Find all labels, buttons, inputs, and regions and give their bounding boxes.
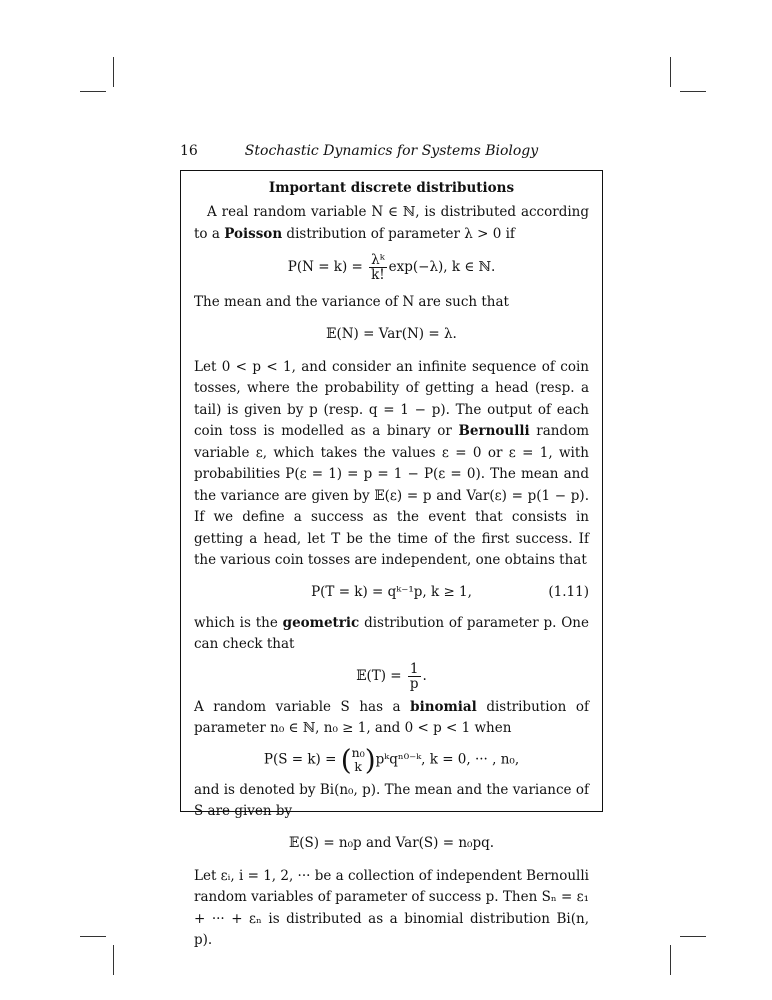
equation-geometric-mean: 𝔼(T) = $\frac{1}{p}$ . (356, 660, 427, 692)
running-title: Stochastic Dynamics for Systems Biology (244, 143, 539, 159)
crop-mark (80, 91, 106, 92)
equation-binomial-mean: 𝔼(S) = n₀p and Var(S) = n₀pq. (288, 834, 495, 851)
crop-mark (113, 945, 114, 975)
equation-geometric: P(T = k) = qᵏ⁻¹p, k ≥ 1, (1.11) (194, 582, 589, 603)
equation-poisson: P(N = k) = $\frac{\text{λᵏ}}{k!}$ exp(−λ), k ∈ ℕ. (287, 252, 496, 283)
paragraph-poisson: A real random variable N ∈ ℕ, is distributed according to a Poisson distribution of parameter λ > 0 if (194, 204, 589, 242)
paragraph-bernoulli: Let 0 < p < 1, and consider an infinite sequence of coin tosses, where the probability of getting a head (resp. a tail) is given by p (resp. q = 1 − p). The output of each coin toss is modelled as a binary or Bernoulli random variable ε, which takes the values ε = 0 or ε = 1, with probabilities P(ε = 1) = p = 1 − P(ε = 0). The mean and the variance are given by 𝔼(ε) = p and Var(ε) = p(1 − p). If we define a success as the event that consists in getting a head, let T be the time of the first success. If the various coin tosses are independent, one obtains that (194, 358, 590, 568)
crop-mark (80, 936, 106, 937)
crop-mark (113, 57, 114, 87)
crop-mark (670, 945, 671, 975)
distributions-box (180, 170, 603, 948)
box-title: Important discrete distributions (268, 180, 515, 196)
paragraph-binomial: A random variable S has a binomial distribution of parameter n₀ ∈ ℕ, n₀ ≥ 1, and 0 < p < 1 when (194, 698, 589, 736)
paragraph-bernoulli-sum: Let εᵢ, i = 1, 2, ··· be a collection of independent Bernoulli random variables of parameter of success p. Then Sₙ = ε₁ + ··· + εₙ is distributed as a binomial distribution Bi(n, p). (194, 867, 589, 948)
paragraph-binomial-denoted: and is denoted by Bi(n₀, p). The mean and the variance of S are given by (194, 781, 589, 819)
equation-binomial: P(S = k) = ( n₀ k )pᵏqⁿ⁰⁻ᵏ, k = 0, ··· , n₀, (263, 743, 520, 776)
paragraph-mean-variance: The mean and the variance of N are such that (194, 294, 509, 310)
crop-mark (680, 936, 706, 937)
equation-number: (1.11) (548, 583, 589, 600)
paragraph-geometric: which is the geometric distribution of parameter p. One can check that (194, 614, 589, 652)
crop-mark (670, 57, 671, 87)
page-number: 16 (180, 143, 198, 159)
crop-mark (680, 91, 706, 92)
equation-poisson-mean: 𝔼(N) = Var(N) = λ. (326, 325, 457, 342)
